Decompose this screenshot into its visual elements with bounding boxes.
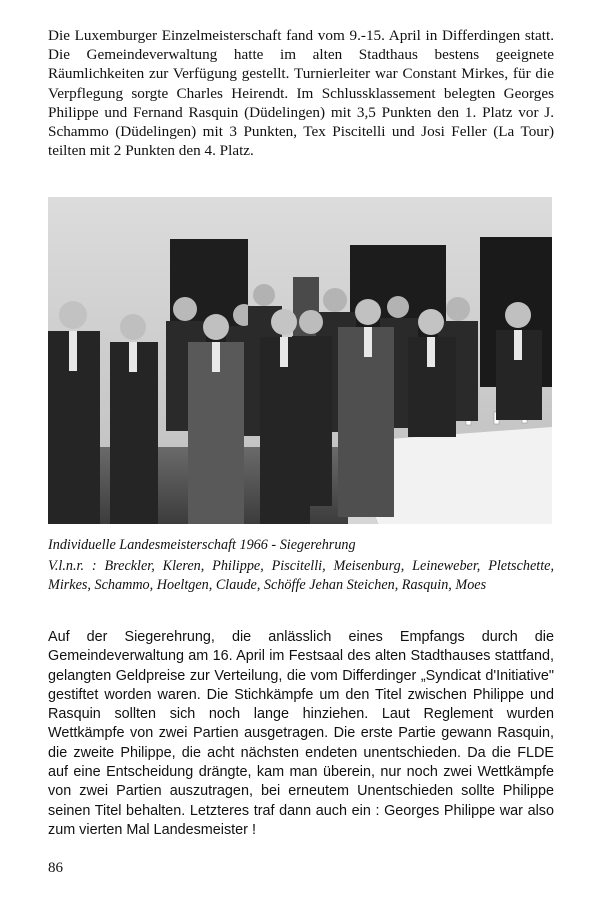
page-number: 86 [48, 860, 63, 876]
photo-caption-title: Individuelle Landesmeisterschaft 1966 - Siegerehrung [48, 537, 356, 553]
group-photo-icon [48, 197, 552, 524]
photo-caption-names: V.l.n.r. : Breckler, Kleren, Philippe, Piscitelli, Meisenburg, Leineweber, Pletschette, Mirkes, Schammo, Hoeltgen, Claude, Schöffe Jehan Steichen, Rasquin, Moes [48, 558, 554, 593]
intro-paragraph: Die Luxemburger Einzelmeisterschaft fand vom 9.-15. April in Differdingen statt. Die Gemeindeverwaltung hatte im alten Stadthaus bestens geeignete Räumlichkeiten zur Verfügung gestellt. Turnierleiter war Constant Mirkes, für die Verpflegung sorgte Charles Heirendt. Im Schlussklassement belegten Georges Philippe und Fernand Rasquin (Düdelingen) mit 3,5 Punkten den 1. Platz vor J. Schammo (Düdelingen) mit 3 Punkten, Tex Piscitelli und Josi Feller (La Tour) teilten mit 2 Punkten den 4. Platz. [48, 27, 554, 160]
ceremony-paragraph: Auf der Siegerehrung, die anlässlich eines Empfangs durch die Gemeindeverwaltung am 16. April im Festsaal des alten Stadthauses stattfand, gelangten Geldpreise zur Verteilung, die vom Differdinger „Syndicat d'Initiative" gestiftet worden waren. Die Stichkämpfe um den Titel zwischen Philippe und Rasquin sollten sich noch lange hinziehen. Laut Reglement wurden Wettkämpfe von zwei Partien ausgetragen. Die erste Partie gewann Rasquin, die zweite Philippe, die acht nächsten endeten unentschieden. Da die FLDE auf eine Entscheidung drängte, kam man überein, nur noch zwei Wettkämpfe von zwei Partien auszutragen, bei erneutem Unentschieden sollte Philippe seinen Titel behalten. Letzteres traf dann auch ein : Georges Philippe war also zum vierten Mal Landesmeister ! [48, 629, 554, 838]
